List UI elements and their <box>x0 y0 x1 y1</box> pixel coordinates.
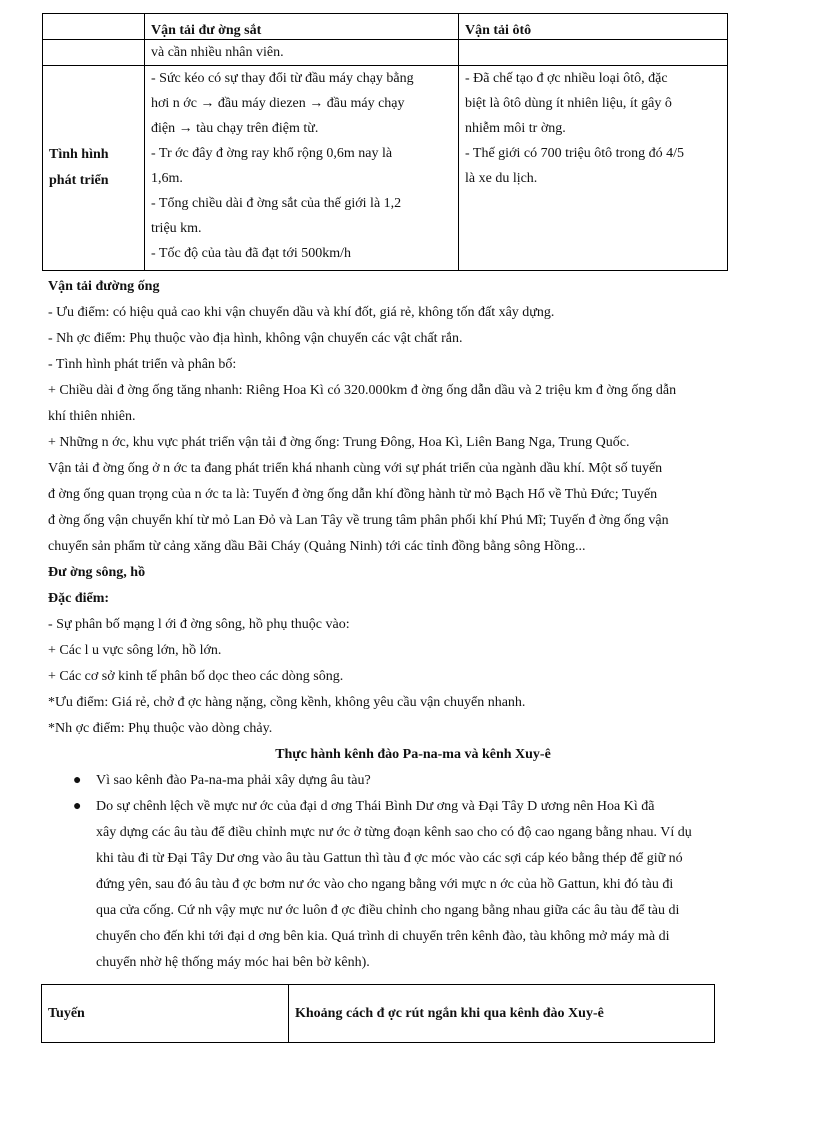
suez-table-header-row <box>42 985 715 1043</box>
river-line: + Các l u vực sông lớn, hồ lớn. <box>48 643 222 658</box>
pipeline-line: + Những n ớc, khu vực phát triển vận tải đ ờng ống: Trung Đông, Hoa Kì, Liên Bang Nga, Trung Quốc. <box>48 435 630 450</box>
river-line: *Nh ợc điểm: Phụ thuộc vào dòng chảy. <box>48 721 273 736</box>
rail-continuation-text: và cần nhiều nhân viên. <box>145 40 459 66</box>
pipeline-line: đ ờng ống vận chuyển khí từ mỏ Lan Đỏ và Lan Tây về trung tâm phân phối khí Phú Mĩ; Tuyến đ ờng ống vận <box>48 513 669 528</box>
pipeline-heading: Vận tải đường ống <box>48 279 160 294</box>
pipeline-line: + Chiều dài đ ờng ống tăng nhanh: Riêng Hoa Kì có 320.000km đ ờng ống dẫn dầu và 2 triệu km đ ờng ống dẫn <box>48 383 677 398</box>
practice-bullet-answer: ● Do sự chênh lệch về mực nư ớc của đại d ơng Thái Bình Dư ơng và Đại Tây D ương nên Hoa Kì đã xây dựng các âu tàu để điều chỉnh mực nư ớc ở từng đoạn kênh sao cho có độ cao ngang bằng nhau. Ví dụ khi tàu đi từ Đại Tây Dư ơng vào âu tàu Gattun thì tàu đ ợc móc vào các sợi cáp kéo bằng thép để giữ nó đứng yên, sau đó âu tàu đ ợc bơm nư ớc vào cho ngang bằng với mực n ớc của hồ Gattun, khi đó tàu đi qua cửa cống. Cứ nh vậy mực nư ớc luôn đ ợc điều chỉnh cho ngang bằng nhau giữa các âu tàu để tàu di chuyển cho đến khi tới đại d ơng bên kia. Quá trình di chuyển trên kênh đào, tàu không mở máy mà di chuyển nhờ hệ thống máy móc hai bên bờ kênh). <box>48 794 778 976</box>
header-empty-cell <box>43 14 145 40</box>
route-header: Tuyến <box>42 985 289 1043</box>
bullet-dot-icon: ● <box>73 799 82 814</box>
practice-bullet-question: ● Vì sao kênh đào Pa-na-ma phải xây dựng âu tàu? <box>48 768 778 794</box>
header-auto: Vận tải ôtô <box>459 14 728 40</box>
pipeline-line: - Ưu điểm: có hiệu quả cao khi vận chuyển dầu và khí đốt, giá rẻ, không tốn đất xây dựng. <box>48 305 555 320</box>
pipeline-line: đ ờng ống quan trọng của n ớc ta là: Tuyến đ ờng ống dẫn khí đồng hành từ mỏ Bạch Hổ về Thủ Đức; Tuyến <box>48 487 658 502</box>
pipeline-line: Vận tải đ ờng ống ở n ớc ta đang phát triển khá nhanh cùng với sự phát triển của ngành dầu khí. Một số tuyến <box>48 461 663 476</box>
transport-comparison-table <box>42 13 728 271</box>
practice-title: Thực hành kênh đào Pa-na-ma và kênh Xuy-ê <box>275 747 551 762</box>
row-label: Tình hình phát triển <box>43 66 145 271</box>
suez-distance-table <box>41 984 715 1043</box>
table-header-row <box>43 14 728 40</box>
practice-bullet-list <box>48 768 778 976</box>
river-heading: Đư ờng sông, hồ <box>48 565 146 580</box>
river-subheading: Đặc điểm: <box>48 591 110 606</box>
pipeline-line: khí thiên nhiên. <box>48 409 136 424</box>
pipeline-line: - Tình hình phát triển và phân bố: <box>48 357 237 372</box>
river-line: *Ưu điểm: Giá rẻ, chở đ ợc hàng nặng, cồng kềnh, không yêu cầu vận chuyển nhanh. <box>48 695 526 710</box>
pipeline-line: chuyển sản phẩm từ cảng xăng dầu Bãi Cháy (Quảng Ninh) tới các tỉnh đồng bằng sông Hồng... <box>48 539 586 554</box>
bullet-dot-icon: ● <box>73 773 82 788</box>
pipeline-line: - Nh ợc điểm: Phụ thuộc vào địa hình, không vận chuyển các vật chất rắn. <box>48 331 463 346</box>
river-line: + Các cơ sở kinh tế phân bố dọc theo các dòng sông. <box>48 669 344 684</box>
header-rail: Vận tải đư ờng sắt <box>145 14 459 40</box>
document-body <box>48 274 778 976</box>
table-row-continuation <box>43 40 728 66</box>
distance-header: Khoảng cách đ ợc rút ngắn khi qua kênh đào Xuy-ê <box>289 985 715 1043</box>
auto-development-cell: - Đã chế tạo đ ợc nhiều loại ôtô, đặc biệt là ôtô dùng ít nhiên liệu, ít gây ô nhiễm môi tr ờng. - Thế giới có 700 triệu ôtô trong đó 4/5 là xe du lịch. <box>459 66 728 271</box>
rail-development-cell: - Sức kéo có sự thay đổi từ đầu máy chạy bằng hơi n ớc → đầu máy diezen → đầu máy chạy điện → tàu chạy trên điệm từ. - Tr ớc đây đ ờng ray khổ rộng 0,6m nay là 1,6m. - Tổng chiều dài đ ờng sắt của thế giới là 1,2 triệu km. - Tốc độ của tàu đã đạt tới 500km/h <box>145 66 459 271</box>
river-line: - Sự phân bố mạng l ới đ ờng sông, hồ phụ thuộc vào: <box>48 617 350 632</box>
table-row-development <box>43 66 728 271</box>
